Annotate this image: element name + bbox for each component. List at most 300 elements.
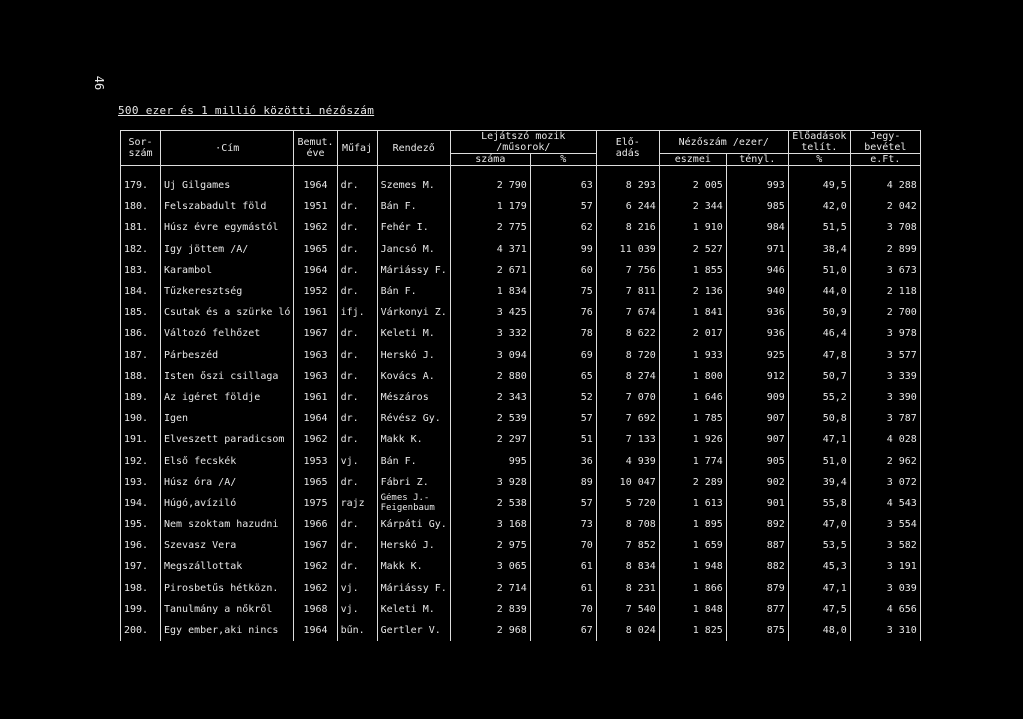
screenings: 11 039 <box>596 239 659 260</box>
cinema-percent: 57 <box>530 493 596 514</box>
cinema-count: 3 168 <box>450 514 530 535</box>
screenings: 4 939 <box>596 450 659 471</box>
ticket-revenue: 4 028 <box>850 429 920 450</box>
cinema-count: 2 880 <box>450 366 530 387</box>
director: Kárpáti Gy. <box>377 514 450 535</box>
audience-nominal: 2 527 <box>659 239 726 260</box>
ticket-revenue: 3 072 <box>850 472 920 493</box>
cinema-count: 3 425 <box>450 302 530 323</box>
genre: bűn. <box>337 620 377 641</box>
rank: 186. <box>121 323 161 344</box>
table-row <box>121 217 921 238</box>
occupancy-percent: 55,8 <box>788 493 850 514</box>
header-jegybevetel: Jegy- bevétel <box>850 131 920 154</box>
film-statistics-table <box>120 130 921 641</box>
film-title: Uj Gilgames <box>161 175 294 196</box>
director: Máriássy F. <box>377 260 450 281</box>
screenings: 7 674 <box>596 302 659 323</box>
premiere-year: 1965 <box>294 472 337 493</box>
ticket-revenue: 3 978 <box>850 323 920 344</box>
cinema-count: 3 065 <box>450 556 530 577</box>
film-title: Csutak és a szürke ló <box>161 302 294 323</box>
rank: 185. <box>121 302 161 323</box>
premiere-year: 1963 <box>294 366 337 387</box>
audience-actual: 940 <box>726 281 788 302</box>
ticket-revenue: 3 708 <box>850 217 920 238</box>
cinema-percent: 57 <box>530 196 596 217</box>
audience-actual: 936 <box>726 323 788 344</box>
cinema-percent: 61 <box>530 578 596 599</box>
table-row <box>121 429 921 450</box>
header-szazalek: % <box>530 154 596 166</box>
table-row <box>121 260 921 281</box>
screenings: 6 244 <box>596 196 659 217</box>
header-eloadas: Elő- adás <box>596 131 659 166</box>
ticket-revenue: 2 899 <box>850 239 920 260</box>
cinema-count: 2 968 <box>450 620 530 641</box>
screenings: 7 692 <box>596 408 659 429</box>
occupancy-percent: 44,0 <box>788 281 850 302</box>
audience-actual: 901 <box>726 493 788 514</box>
audience-nominal: 2 136 <box>659 281 726 302</box>
cinema-percent: 62 <box>530 217 596 238</box>
occupancy-percent: 50,8 <box>788 408 850 429</box>
table-row <box>121 620 921 641</box>
audience-nominal: 2 344 <box>659 196 726 217</box>
audience-actual: 907 <box>726 408 788 429</box>
rank: 188. <box>121 366 161 387</box>
occupancy-percent: 38,4 <box>788 239 850 260</box>
ticket-revenue: 3 577 <box>850 345 920 366</box>
premiere-year: 1961 <box>294 302 337 323</box>
audience-nominal: 1 785 <box>659 408 726 429</box>
header-nezoszam: Nézőszám /ezer/ <box>659 131 788 154</box>
cinema-count: 2 538 <box>450 493 530 514</box>
audience-actual: 877 <box>726 599 788 620</box>
audience-actual: 985 <box>726 196 788 217</box>
premiere-year: 1965 <box>294 239 337 260</box>
director: Fehér I. <box>377 217 450 238</box>
director: Keleti M. <box>377 323 450 344</box>
table-row <box>121 450 921 471</box>
premiere-year: 1967 <box>294 535 337 556</box>
header-szama: száma <box>450 154 530 166</box>
screenings: 8 622 <box>596 323 659 344</box>
cinema-count: 1 834 <box>450 281 530 302</box>
audience-actual: 993 <box>726 175 788 196</box>
film-title: Igen <box>161 408 294 429</box>
header-tenyleges: tényl. <box>726 154 788 166</box>
ticket-revenue: 3 554 <box>850 514 920 535</box>
director: Gertler V. <box>377 620 450 641</box>
rank: 184. <box>121 281 161 302</box>
audience-nominal: 1 659 <box>659 535 726 556</box>
table-heading: 500 ezer és 1 millió közötti nézőszám <box>118 104 375 117</box>
cinema-percent: 67 <box>530 620 596 641</box>
film-title: Szevasz Vera <box>161 535 294 556</box>
director: Bán F. <box>377 196 450 217</box>
screenings: 8 720 <box>596 345 659 366</box>
cinema-percent: 63 <box>530 175 596 196</box>
screenings: 8 274 <box>596 366 659 387</box>
genre: ifj. <box>337 302 377 323</box>
ticket-revenue: 4 288 <box>850 175 920 196</box>
rank: 195. <box>121 514 161 535</box>
director: Bán F. <box>377 281 450 302</box>
cinema-count: 2 790 <box>450 175 530 196</box>
table-row <box>121 175 921 196</box>
film-title: Karambol <box>161 260 294 281</box>
audience-actual: 912 <box>726 366 788 387</box>
director: Fábri Z. <box>377 472 450 493</box>
cinema-percent: 89 <box>530 472 596 493</box>
director: Kovács A. <box>377 366 450 387</box>
table-row <box>121 281 921 302</box>
rank: 192. <box>121 450 161 471</box>
director: Jancsó M. <box>377 239 450 260</box>
premiere-year: 1952 <box>294 281 337 302</box>
audience-actual: 907 <box>726 429 788 450</box>
screenings: 8 216 <box>596 217 659 238</box>
film-title: Igy jöttem /A/ <box>161 239 294 260</box>
rank: 196. <box>121 535 161 556</box>
audience-nominal: 1 774 <box>659 450 726 471</box>
header-bemutatas-eve: Bemut. éve <box>294 131 337 166</box>
genre: dr. <box>337 281 377 302</box>
film-title: Első fecskék <box>161 450 294 471</box>
film-title: Az igéret földje <box>161 387 294 408</box>
occupancy-percent: 49,5 <box>788 175 850 196</box>
cinema-percent: 69 <box>530 345 596 366</box>
premiere-year: 1975 <box>294 493 337 514</box>
audience-nominal: 1 613 <box>659 493 726 514</box>
table-row <box>121 599 921 620</box>
audience-nominal: 1 910 <box>659 217 726 238</box>
premiere-year: 1951 <box>294 196 337 217</box>
cinema-percent: 51 <box>530 429 596 450</box>
audience-actual: 946 <box>726 260 788 281</box>
premiere-year: 1953 <box>294 450 337 471</box>
cinema-count: 3 094 <box>450 345 530 366</box>
cinema-percent: 60 <box>530 260 596 281</box>
rank: 198. <box>121 578 161 599</box>
occupancy-percent: 55,2 <box>788 387 850 408</box>
occupancy-percent: 51,5 <box>788 217 850 238</box>
director: Herskó J. <box>377 345 450 366</box>
cinema-percent: 52 <box>530 387 596 408</box>
cinema-percent: 70 <box>530 535 596 556</box>
rank: 187. <box>121 345 161 366</box>
genre: dr. <box>337 535 377 556</box>
audience-nominal: 1 646 <box>659 387 726 408</box>
ticket-revenue: 2 700 <box>850 302 920 323</box>
audience-actual: 936 <box>726 302 788 323</box>
screenings: 7 811 <box>596 281 659 302</box>
director: Herskó J. <box>377 535 450 556</box>
screenings: 7 133 <box>596 429 659 450</box>
film-title: Párbeszéd <box>161 345 294 366</box>
occupancy-percent: 51,0 <box>788 450 850 471</box>
cinema-count: 995 <box>450 450 530 471</box>
film-title: Tűzkeresztség <box>161 281 294 302</box>
audience-nominal: 2 005 <box>659 175 726 196</box>
cinema-percent: 76 <box>530 302 596 323</box>
rank: 180. <box>121 196 161 217</box>
film-title: Tanulmány a nőkről <box>161 599 294 620</box>
genre: dr. <box>337 472 377 493</box>
director: Keleti M. <box>377 599 450 620</box>
screenings: 8 293 <box>596 175 659 196</box>
cinema-percent: 70 <box>530 599 596 620</box>
rank: 179. <box>121 175 161 196</box>
cinema-count: 2 671 <box>450 260 530 281</box>
genre: dr. <box>337 260 377 281</box>
genre: dr. <box>337 366 377 387</box>
film-title: Pirosbetűs hétközn. <box>161 578 294 599</box>
header-mufaj: Műfaj <box>337 131 377 166</box>
director: Bán F. <box>377 450 450 471</box>
cinema-count: 2 297 <box>450 429 530 450</box>
audience-nominal: 1 855 <box>659 260 726 281</box>
screenings: 5 720 <box>596 493 659 514</box>
table-row <box>121 196 921 217</box>
audience-actual: 902 <box>726 472 788 493</box>
director: Várkonyi Z. <box>377 302 450 323</box>
premiere-year: 1963 <box>294 345 337 366</box>
cinema-count: 3 332 <box>450 323 530 344</box>
audience-nominal: 1 895 <box>659 514 726 535</box>
genre: vj. <box>337 578 377 599</box>
genre: dr. <box>337 239 377 260</box>
cinema-count: 3 928 <box>450 472 530 493</box>
cinema-percent: 36 <box>530 450 596 471</box>
audience-nominal: 1 926 <box>659 429 726 450</box>
film-title: Isten őszi csillaga <box>161 366 294 387</box>
occupancy-percent: 46,4 <box>788 323 850 344</box>
premiere-year: 1968 <box>294 599 337 620</box>
premiere-year: 1961 <box>294 387 337 408</box>
film-title: Felszabadult föld <box>161 196 294 217</box>
screenings: 7 070 <box>596 387 659 408</box>
film-title: Megszállottak <box>161 556 294 577</box>
premiere-year: 1964 <box>294 620 337 641</box>
audience-nominal: 1 948 <box>659 556 726 577</box>
film-title: Változó felhőzet <box>161 323 294 344</box>
ticket-revenue: 2 118 <box>850 281 920 302</box>
cinema-count: 2 975 <box>450 535 530 556</box>
genre: dr. <box>337 514 377 535</box>
header-cim: ·Cím <box>161 131 294 166</box>
ticket-revenue: 3 039 <box>850 578 920 599</box>
cinema-percent: 65 <box>530 366 596 387</box>
table-row <box>121 323 921 344</box>
occupancy-percent: 50,9 <box>788 302 850 323</box>
premiere-year: 1966 <box>294 514 337 535</box>
premiere-year: 1962 <box>294 429 337 450</box>
premiere-year: 1962 <box>294 217 337 238</box>
header-lejatszo-mozik: Lejátszó mozik /műsorok/ <box>450 131 596 154</box>
premiere-year: 1964 <box>294 260 337 281</box>
table-row <box>121 408 921 429</box>
header-eszmei: eszmei <box>659 154 726 166</box>
film-title: Húsz évre egymástól <box>161 217 294 238</box>
audience-actual: 909 <box>726 387 788 408</box>
occupancy-percent: 47,0 <box>788 514 850 535</box>
screenings: 8 024 <box>596 620 659 641</box>
occupancy-percent: 50,7 <box>788 366 850 387</box>
screenings: 8 708 <box>596 514 659 535</box>
occupancy-percent: 45,3 <box>788 556 850 577</box>
screenings: 8 834 <box>596 556 659 577</box>
occupancy-percent: 51,0 <box>788 260 850 281</box>
ticket-revenue: 3 787 <box>850 408 920 429</box>
director: Máriássy F. <box>377 578 450 599</box>
header-rendezo: Rendező <box>377 131 450 166</box>
occupancy-percent: 47,5 <box>788 599 850 620</box>
audience-nominal: 2 017 <box>659 323 726 344</box>
ticket-revenue: 3 673 <box>850 260 920 281</box>
genre: rajz <box>337 493 377 514</box>
film-title: Elveszett paradicsom <box>161 429 294 450</box>
ticket-revenue: 3 310 <box>850 620 920 641</box>
genre: dr. <box>337 217 377 238</box>
cinema-count: 2 714 <box>450 578 530 599</box>
table-row <box>121 366 921 387</box>
table-row <box>121 493 921 514</box>
cinema-percent: 61 <box>530 556 596 577</box>
table-row <box>121 302 921 323</box>
cinema-percent: 75 <box>530 281 596 302</box>
table-row <box>121 345 921 366</box>
genre: dr. <box>337 345 377 366</box>
audience-actual: 984 <box>726 217 788 238</box>
cinema-count: 4 371 <box>450 239 530 260</box>
genre: dr. <box>337 429 377 450</box>
audience-actual: 905 <box>726 450 788 471</box>
rank: 183. <box>121 260 161 281</box>
audience-nominal: 1 841 <box>659 302 726 323</box>
occupancy-percent: 39,4 <box>788 472 850 493</box>
cinema-count: 1 179 <box>450 196 530 217</box>
occupancy-percent: 42,0 <box>788 196 850 217</box>
table-row <box>121 387 921 408</box>
header-ezer-forint: e.Ft. <box>850 154 920 166</box>
premiere-year: 1962 <box>294 556 337 577</box>
ticket-revenue: 2 042 <box>850 196 920 217</box>
rank: 193. <box>121 472 161 493</box>
premiere-year: 1964 <box>294 175 337 196</box>
audience-actual: 875 <box>726 620 788 641</box>
audience-nominal: 1 866 <box>659 578 726 599</box>
rank: 181. <box>121 217 161 238</box>
genre: dr. <box>337 408 377 429</box>
premiere-year: 1964 <box>294 408 337 429</box>
screenings: 10 047 <box>596 472 659 493</box>
cinema-count: 2 775 <box>450 217 530 238</box>
rank: 199. <box>121 599 161 620</box>
premiere-year: 1962 <box>294 578 337 599</box>
cinema-percent: 57 <box>530 408 596 429</box>
rank: 194. <box>121 493 161 514</box>
screenings: 8 231 <box>596 578 659 599</box>
occupancy-percent: 47,1 <box>788 578 850 599</box>
rank: 200. <box>121 620 161 641</box>
ticket-revenue: 4 656 <box>850 599 920 620</box>
audience-nominal: 1 933 <box>659 345 726 366</box>
audience-nominal: 1 848 <box>659 599 726 620</box>
director: Makk K. <box>377 429 450 450</box>
cinema-percent: 78 <box>530 323 596 344</box>
table-row <box>121 535 921 556</box>
table-row <box>121 239 921 260</box>
occupancy-percent: 47,8 <box>788 345 850 366</box>
rank: 197. <box>121 556 161 577</box>
audience-actual: 925 <box>726 345 788 366</box>
screenings: 7 756 <box>596 260 659 281</box>
audience-actual: 882 <box>726 556 788 577</box>
header-eloadasok-telit: Előadások telít. <box>788 131 850 154</box>
screenings: 7 852 <box>596 535 659 556</box>
genre: dr. <box>337 196 377 217</box>
film-title: Húgó,avíziló <box>161 493 294 514</box>
audience-nominal: 1 800 <box>659 366 726 387</box>
ticket-revenue: 3 582 <box>850 535 920 556</box>
ticket-revenue: 3 390 <box>850 387 920 408</box>
audience-actual: 971 <box>726 239 788 260</box>
occupancy-percent: 53,5 <box>788 535 850 556</box>
rank: 191. <box>121 429 161 450</box>
ticket-revenue: 2 962 <box>850 450 920 471</box>
audience-actual: 892 <box>726 514 788 535</box>
rank: 182. <box>121 239 161 260</box>
genre: dr. <box>337 323 377 344</box>
screenings: 7 540 <box>596 599 659 620</box>
film-title: Húsz óra /A/ <box>161 472 294 493</box>
rank: 190. <box>121 408 161 429</box>
rank: 189. <box>121 387 161 408</box>
ticket-revenue: 4 543 <box>850 493 920 514</box>
audience-actual: 879 <box>726 578 788 599</box>
header-telitettseg-szazalek: % <box>788 154 850 166</box>
director: Gémes J.- Feigenbaum <box>377 493 450 514</box>
film-title: Nem szoktam hazudni <box>161 514 294 535</box>
genre: dr. <box>337 556 377 577</box>
genre: vj. <box>337 599 377 620</box>
occupancy-percent: 48,0 <box>788 620 850 641</box>
genre: vj. <box>337 450 377 471</box>
table-row <box>121 578 921 599</box>
director: Szemes M. <box>377 175 450 196</box>
ticket-revenue: 3 191 <box>850 556 920 577</box>
director: Mészáros <box>377 387 450 408</box>
cinema-percent: 99 <box>530 239 596 260</box>
audience-nominal: 1 825 <box>659 620 726 641</box>
ticket-revenue: 3 339 <box>850 366 920 387</box>
genre: dr. <box>337 175 377 196</box>
director: Makk K. <box>377 556 450 577</box>
audience-nominal: 2 289 <box>659 472 726 493</box>
cinema-count: 2 839 <box>450 599 530 620</box>
premiere-year: 1967 <box>294 323 337 344</box>
director: Révész Gy. <box>377 408 450 429</box>
genre: dr. <box>337 387 377 408</box>
occupancy-percent: 47,1 <box>788 429 850 450</box>
cinema-count: 2 343 <box>450 387 530 408</box>
table-row <box>121 514 921 535</box>
header-sorszam: Sor- szám <box>121 131 161 166</box>
page-number: 46 <box>92 75 107 91</box>
table-row <box>121 472 921 493</box>
